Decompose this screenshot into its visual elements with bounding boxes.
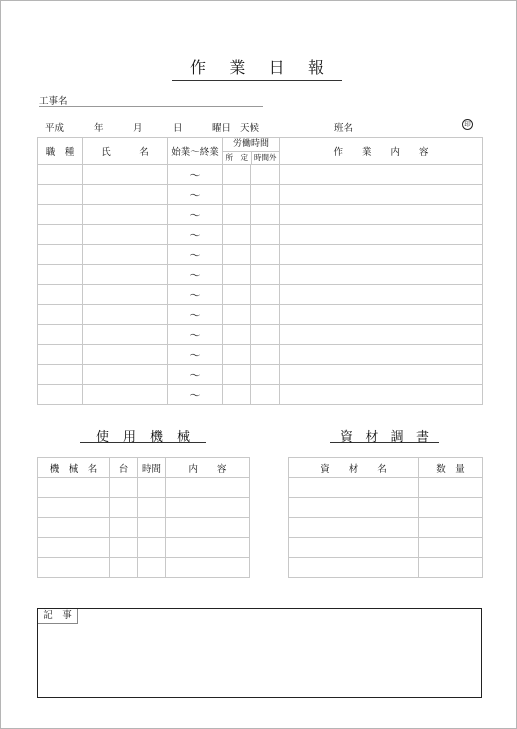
- tilde-mark: 〜: [189, 308, 201, 322]
- name-cell[interactable]: [83, 305, 168, 325]
- content-cell[interactable]: [280, 325, 483, 345]
- machine-name-cell[interactable]: [38, 518, 110, 538]
- day-label: 日: [173, 123, 183, 134]
- machine-content-header: 内 容: [166, 458, 250, 478]
- material-row: [289, 518, 483, 538]
- machine-row: [38, 538, 250, 558]
- time-cell[interactable]: [168, 265, 223, 285]
- machine-hours-cell[interactable]: [138, 558, 166, 578]
- time-cell[interactable]: [168, 345, 223, 365]
- machine-count-header: 台: [110, 458, 138, 478]
- overtime-hours-label: 時間外: [251, 152, 280, 164]
- machine-content-cell[interactable]: [166, 538, 250, 558]
- overtime-cell[interactable]: [251, 225, 280, 245]
- name-cell[interactable]: [83, 185, 168, 205]
- regular-cell[interactable]: [223, 305, 251, 325]
- col-content-header: 作 業 内 容: [280, 138, 483, 165]
- year-label: 年: [94, 123, 104, 134]
- col-time-header: 始業〜終業: [168, 138, 223, 165]
- machine-table: [37, 457, 250, 578]
- work-row: [38, 165, 483, 185]
- job-cell[interactable]: [38, 165, 83, 185]
- work-row: [38, 205, 483, 225]
- labor-hours-label: 労働時間: [223, 138, 279, 152]
- title-char: 報: [307, 58, 324, 77]
- material-name-header: 資 材 名: [289, 458, 419, 478]
- content-cell[interactable]: [280, 345, 483, 365]
- content-cell[interactable]: [280, 165, 483, 185]
- overtime-cell[interactable]: [251, 185, 280, 205]
- job-cell[interactable]: [38, 205, 83, 225]
- title-char: 資: [340, 430, 354, 445]
- machine-content-cell[interactable]: [166, 518, 250, 538]
- material-row: [289, 478, 483, 498]
- tilde-mark: 〜: [189, 208, 201, 222]
- machine-name-cell[interactable]: [38, 538, 110, 558]
- tilde-mark: 〜: [189, 268, 201, 282]
- machine-name-cell[interactable]: [38, 478, 110, 498]
- title-char: 材: [365, 430, 379, 445]
- tilde-mark: 〜: [189, 248, 201, 262]
- work-row: [38, 325, 483, 345]
- machine-row: [38, 518, 250, 538]
- regular-cell[interactable]: [223, 165, 251, 185]
- material-row: [289, 538, 483, 558]
- machine-name-header: 機 械 名: [38, 458, 110, 478]
- job-cell[interactable]: [38, 245, 83, 265]
- machine-hours-cell[interactable]: [138, 518, 166, 538]
- overtime-cell[interactable]: [251, 205, 280, 225]
- work-row: [38, 305, 483, 325]
- overtime-cell[interactable]: [251, 165, 280, 185]
- overtime-cell[interactable]: [251, 325, 280, 345]
- month-label: 月: [133, 123, 143, 134]
- time-cell[interactable]: [168, 165, 223, 185]
- machine-count-cell[interactable]: [110, 538, 138, 558]
- overtime-cell[interactable]: [251, 265, 280, 285]
- machine-content-cell[interactable]: [166, 498, 250, 518]
- name-cell[interactable]: [83, 225, 168, 245]
- title-char: 書: [415, 430, 429, 445]
- material-name-cell[interactable]: [289, 538, 419, 558]
- overtime-cell[interactable]: [251, 285, 280, 305]
- regular-cell[interactable]: [223, 365, 251, 385]
- col-name-header: 氏 名: [83, 138, 168, 165]
- material-table: [288, 457, 483, 578]
- regular-cell[interactable]: [223, 225, 251, 245]
- machine-content-cell[interactable]: [166, 478, 250, 498]
- era-label: 平成: [45, 123, 65, 134]
- machine-count-cell[interactable]: [110, 558, 138, 578]
- content-cell[interactable]: [280, 205, 483, 225]
- name-cell[interactable]: [83, 205, 168, 225]
- overtime-cell[interactable]: [251, 245, 280, 265]
- regular-cell[interactable]: [223, 185, 251, 205]
- work-row: [38, 225, 483, 245]
- tilde-mark: 〜: [189, 188, 201, 202]
- overtime-cell[interactable]: [251, 385, 280, 405]
- regular-cell[interactable]: [223, 385, 251, 405]
- material-table-header: [289, 458, 483, 478]
- work-row: [38, 345, 483, 365]
- tilde-mark: 〜: [189, 288, 201, 302]
- work-table: [37, 137, 483, 405]
- tilde-mark: 〜: [189, 348, 201, 362]
- regular-cell[interactable]: [223, 205, 251, 225]
- tilde-mark: 〜: [189, 368, 201, 382]
- material-row: [289, 498, 483, 518]
- work-table-header: [38, 138, 483, 165]
- project-name-label: 工事名: [39, 96, 68, 107]
- time-cell[interactable]: [168, 205, 223, 225]
- col-labor-header: [223, 138, 280, 165]
- work-row: [38, 185, 483, 205]
- machine-count-cell[interactable]: [110, 498, 138, 518]
- content-cell[interactable]: [280, 285, 483, 305]
- title-char: 調: [390, 430, 404, 445]
- name-cell[interactable]: [83, 245, 168, 265]
- overtime-cell[interactable]: [251, 345, 280, 365]
- content-cell[interactable]: [280, 185, 483, 205]
- material-name-cell[interactable]: [289, 478, 419, 498]
- title-char: 業: [229, 58, 246, 77]
- material-name-cell[interactable]: [289, 518, 419, 538]
- machine-hours-cell[interactable]: [138, 538, 166, 558]
- machine-row: [38, 478, 250, 498]
- content-cell[interactable]: [280, 245, 483, 265]
- content-cell[interactable]: [280, 225, 483, 245]
- material-qty-cell[interactable]: [419, 478, 483, 498]
- content-cell[interactable]: [280, 385, 483, 405]
- regular-cell[interactable]: [223, 265, 251, 285]
- regular-cell[interactable]: [223, 345, 251, 365]
- machine-hours-cell[interactable]: [138, 478, 166, 498]
- job-cell[interactable]: [38, 305, 83, 325]
- material-qty-cell[interactable]: [419, 538, 483, 558]
- time-cell[interactable]: [168, 385, 223, 405]
- time-cell[interactable]: [168, 325, 223, 345]
- name-cell[interactable]: [83, 285, 168, 305]
- time-cell[interactable]: [168, 305, 223, 325]
- seal-icon: 印: [462, 119, 473, 130]
- title-char: 使: [96, 430, 110, 445]
- job-cell[interactable]: [38, 265, 83, 285]
- title-char: 作: [190, 58, 207, 77]
- project-name-field[interactable]: [39, 106, 263, 107]
- material-section-title: [330, 426, 439, 443]
- job-cell[interactable]: [38, 385, 83, 405]
- machine-hours-header: 時間: [138, 458, 166, 478]
- machine-name-cell[interactable]: [38, 558, 110, 578]
- regular-cell[interactable]: [223, 325, 251, 345]
- name-cell[interactable]: [83, 265, 168, 285]
- work-row: [38, 265, 483, 285]
- time-cell[interactable]: [168, 245, 223, 265]
- material-qty-cell[interactable]: [419, 518, 483, 538]
- content-cell[interactable]: [280, 305, 483, 325]
- machine-count-cell[interactable]: [110, 478, 138, 498]
- time-cell[interactable]: [168, 225, 223, 245]
- job-cell[interactable]: [38, 365, 83, 385]
- time-cell[interactable]: [168, 185, 223, 205]
- job-cell[interactable]: [38, 325, 83, 345]
- memo-label: 記 事: [38, 609, 78, 624]
- work-row: [38, 385, 483, 405]
- time-cell[interactable]: [168, 365, 223, 385]
- title-char: 用: [122, 430, 136, 445]
- machine-content-cell[interactable]: [166, 558, 250, 578]
- title-char: 械: [176, 430, 190, 445]
- machine-row: [38, 498, 250, 518]
- material-row: [289, 558, 483, 578]
- regular-cell[interactable]: [223, 245, 251, 265]
- job-cell[interactable]: [38, 345, 83, 365]
- machine-name-cell[interactable]: [38, 498, 110, 518]
- name-cell[interactable]: [83, 385, 168, 405]
- work-row: [38, 285, 483, 305]
- name-cell[interactable]: [83, 365, 168, 385]
- tilde-mark: 〜: [189, 228, 201, 242]
- material-name-cell[interactable]: [289, 558, 419, 578]
- memo-box[interactable]: [37, 608, 482, 698]
- machine-section-title: [80, 426, 206, 443]
- tilde-mark: 〜: [189, 328, 201, 342]
- title-char: 機: [149, 430, 163, 445]
- machine-table-header: [38, 458, 250, 478]
- form-title: [172, 55, 342, 81]
- name-cell[interactable]: [83, 325, 168, 345]
- time-cell[interactable]: [168, 285, 223, 305]
- name-cell[interactable]: [83, 345, 168, 365]
- content-cell[interactable]: [280, 265, 483, 285]
- work-row: [38, 365, 483, 385]
- weather-label: 天候: [240, 123, 260, 134]
- team-label: 班名: [334, 123, 354, 134]
- overtime-cell[interactable]: [251, 305, 280, 325]
- col-job-header: 職 種: [38, 138, 83, 165]
- machine-count-cell[interactable]: [110, 518, 138, 538]
- job-cell[interactable]: [38, 285, 83, 305]
- title-char: 日: [268, 58, 285, 77]
- material-qty-cell[interactable]: [419, 558, 483, 578]
- machine-row: [38, 558, 250, 578]
- machine-hours-cell[interactable]: [138, 498, 166, 518]
- material-name-cell[interactable]: [289, 498, 419, 518]
- overtime-cell[interactable]: [251, 365, 280, 385]
- job-cell[interactable]: [38, 185, 83, 205]
- weekday-label: 曜日: [212, 123, 232, 134]
- tilde-mark: 〜: [189, 168, 201, 182]
- name-cell[interactable]: [83, 165, 168, 185]
- regular-cell[interactable]: [223, 285, 251, 305]
- material-qty-cell[interactable]: [419, 498, 483, 518]
- material-qty-header: 数 量: [419, 458, 483, 478]
- content-cell[interactable]: [280, 365, 483, 385]
- regular-hours-label: 所 定: [225, 153, 248, 162]
- tilde-mark: 〜: [189, 388, 201, 402]
- job-cell[interactable]: [38, 225, 83, 245]
- work-row: [38, 245, 483, 265]
